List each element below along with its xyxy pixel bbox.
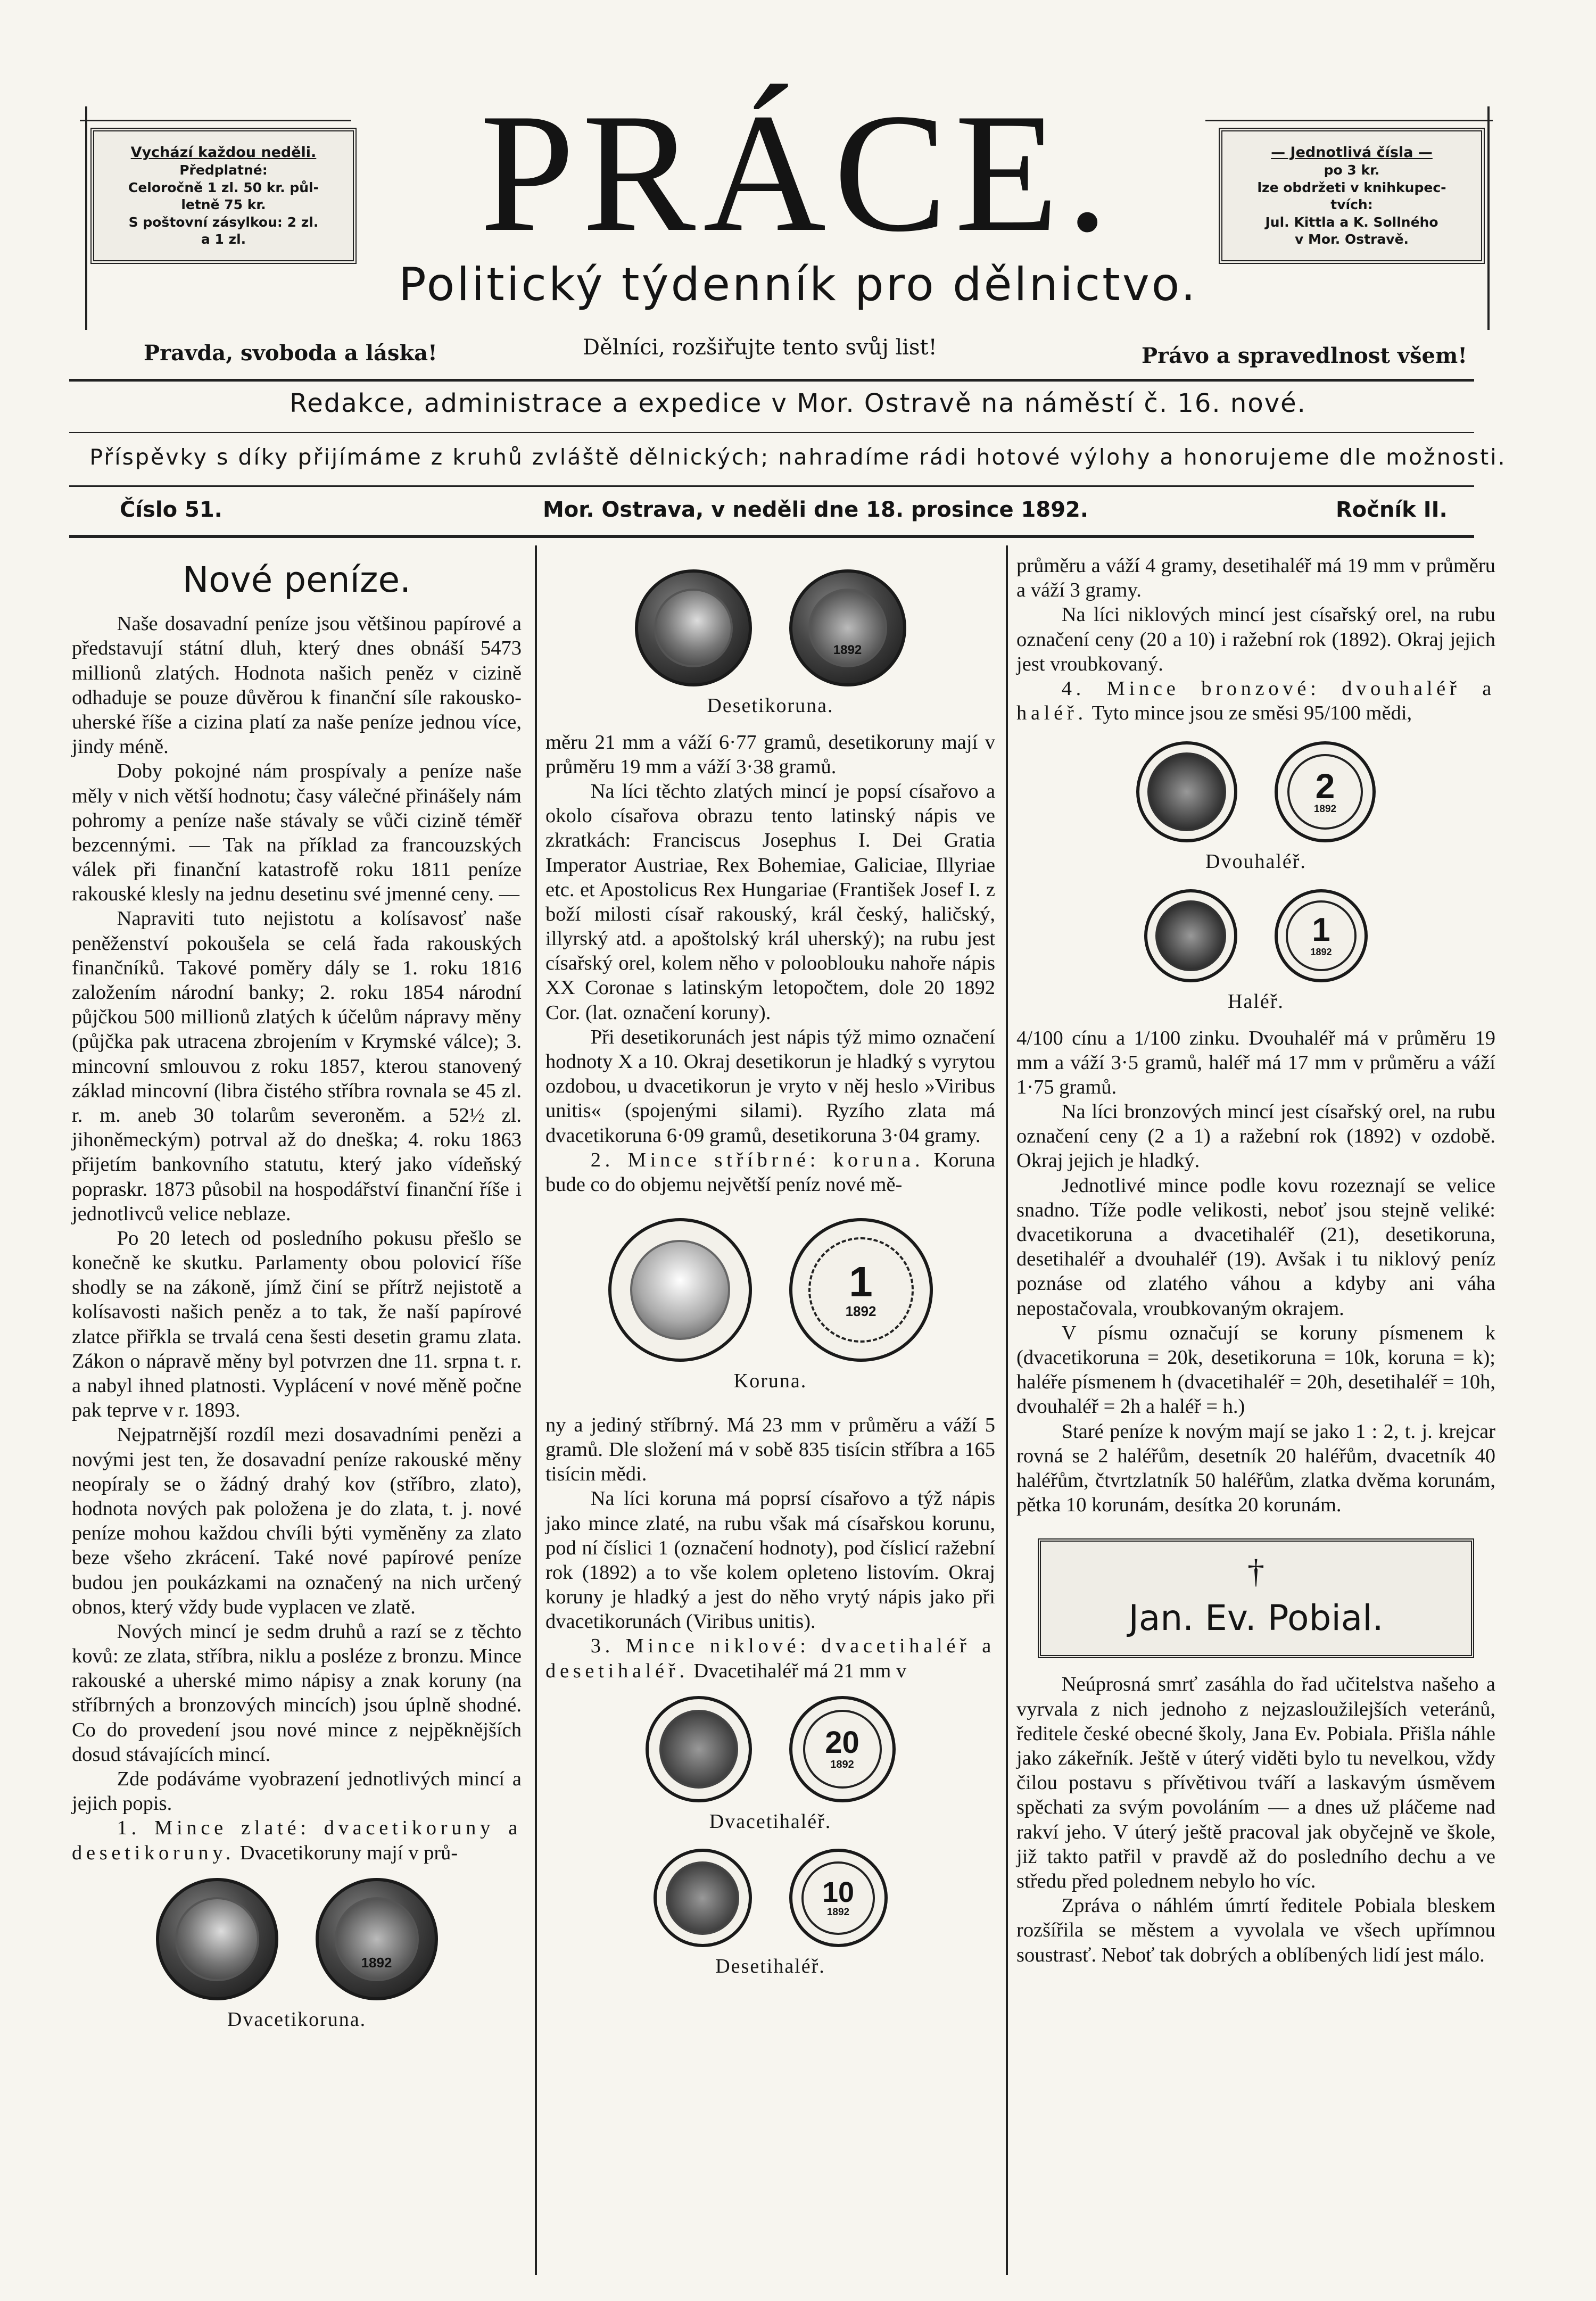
article-paragraph: průměru a váží 4 gramy, desetihaléř má 19 mm v průměru a váží 3 gramy. <box>1016 554 1495 602</box>
coin-figure-haler <box>1016 886 1495 987</box>
column-rule-1 <box>535 545 537 2275</box>
nickel-coins-lead: 3. Mince niklové: dvacetihaléř a desetihaléř. <box>545 1635 995 1682</box>
article-paragraph: Na líci těchto zlatých mincí je popsí císařovo a okolo císařova obrazu tento latinský nápis ve zkratkách: Franciscus Josephus I. Dei Gratia Imperator Austriae, Rex Bohemiae, Galiciae, Illyriae etc. et Apostolicus Rex Hungariae (František Josef I. z boží milosti císař rakouský, král český, haličský, illyrský atd. a apoštolský král uherský); na rubu jest císařský orel, kolem něho v polooblouku nahoře nápis XX Coronae s latinským letopočtem, dole 20 1892 Cor. (lat. označení koruny). <box>545 780 995 1024</box>
wreath-icon <box>1287 754 1363 830</box>
coin-figure-dvacetihaler <box>545 1683 995 1807</box>
caption-desetikoruna: Desetikoruna. <box>707 694 834 717</box>
caption-haler: Haléř. <box>1228 990 1284 1013</box>
coin-year: 1892 <box>1313 803 1337 815</box>
nickel-coin-reverse-value <box>789 1849 888 1947</box>
single-issue-line: po 3 kr. <box>1324 162 1380 178</box>
column-rule-2 <box>1006 545 1008 2275</box>
cross-icon: † <box>1247 1552 1264 1591</box>
coin-figure-desetihaler <box>545 1845 995 1951</box>
notice-rule <box>69 485 1474 487</box>
bronze-coins-lead: 4. Mince bronzové: dvouhaléř a haléř. <box>1016 677 1495 725</box>
article-column-3 <box>1016 553 1495 1967</box>
volume: Ročník II. <box>1336 498 1448 522</box>
article-paragraph <box>545 1148 995 1197</box>
gold-coin-obverse-portrait <box>635 569 752 686</box>
masthead-rule <box>69 379 1474 382</box>
eagle-icon <box>335 1897 419 1981</box>
article-paragraph: ny a jediný stříbrný. Má 23 mm v průměru a váží 5 gramů. Dle složení má v sobě 835 tisícin stříbra a 165 tisícin mědi. <box>545 1413 995 1486</box>
article-paragraph: Při desetikorunách jest nápis týž mimo označení hodnoty X a 10. Okraj desetikorun je hladký s vyrytou ozdobou, u dvacetikorun je vryto v něj heslo »Viribus unitis« (spojenými silami). Ryzího zlata má dvacetikoruna 6·09 gramů, desetikoruna 3·04 gramy. <box>545 1025 995 1147</box>
coin-value: 1 <box>849 1257 873 1305</box>
obituary-name: Jan. Ev. Pobial. <box>1128 1598 1384 1639</box>
motto-right: Právo a spravedlnost všem! <box>1142 343 1467 368</box>
coin-year: 1892 <box>833 642 862 657</box>
portrait-relief-icon <box>175 1897 259 1981</box>
wreath-icon <box>1286 900 1357 971</box>
coin-figure-koruna <box>545 1197 995 1366</box>
newspaper-title: PRÁCE. <box>479 79 1117 267</box>
newspaper-subtitle: Politický týdenník pro dělnictvo. <box>398 258 1198 311</box>
coin-year: 1892 <box>826 1906 850 1918</box>
obituary-paragraph: Neúprosná smrť zasáhla do řad učitelstva našeho a vyrvala z nich jednoho z nejzasloužilejších veteránů, ředitele české obecné školy, Jana Ev. Pobiala. Přišla náhle jako zákeřník. Ještě v úterý viděti bylo tu nevelkou, vždy čilou postavu s přívětivou tváří a laskavým úsměvem spěchati za svým povoláním — a dnes už pláčeme nad rakví jeho. V úterý ještě pracoval jak obyčejně ve škole, již takto patřil v pravdě až do posledního dechu a ve středu před polednem nebylo ho víc. <box>1016 1673 1495 1892</box>
eagle-icon <box>1147 752 1226 831</box>
subscription-line: S poštovní zásylkou: 2 zl. <box>128 214 319 230</box>
silver-coins-lead: 2. Mince stříbrné: koruna. <box>590 1148 924 1171</box>
obituary-paragraph: Zpráva o náhlém úmrtí ředitele Pobiala bleskem rozšířila se městem a vyvolala ve všech upřímnou soustrasť. Neboť tak dobrých a oblíbených lidí jest málo. <box>1016 1894 1495 1966</box>
single-issue-line: tvích: <box>1330 197 1373 213</box>
crown-wreath-icon <box>808 1237 914 1343</box>
article-paragraph: Na líci koruna má poprsí císařovo a týž nápis jako mince zlaté, na rubu však má císařskou korunu, pod ní číslici 1 (označení hodnoty), pod číslicí ražební rok (1892) a to vše kolem opleteno listovím. Okraj koruny je hladký a jest do něho vrytý nápis jako při dvacetikorunách (Viribus unitis). <box>545 1487 995 1633</box>
motto-left: Pravda, svoboda a láska! <box>144 341 437 366</box>
caption-desetihaler: Desetihaléř. <box>715 1955 825 1978</box>
caption-dvouhaler: Dvouhaléř. <box>1205 850 1306 873</box>
subscription-heading: Vychází každou neděli. <box>130 144 317 161</box>
single-issue-heading: — Jednotlivá čísla — <box>1271 144 1433 161</box>
single-issue-line: lze obdržeti v knihkupec- <box>1257 179 1446 195</box>
article-paragraph: Na líci niklových mincí jest císařský orel, na rubu označení ceny (20 a 10) i ražební rok (1892). Okraj jejich jest vroubkovaný. <box>1016 603 1495 675</box>
article-paragraph <box>545 1634 995 1683</box>
coin-value: 2 <box>1315 766 1335 806</box>
bronze-coin-obverse-eagle <box>1136 741 1237 842</box>
bronze-coin-obverse-eagle <box>1144 889 1237 982</box>
silver-coin-reverse-value <box>789 1218 933 1362</box>
article-paragraph: Napraviti tuto nejistotu a kolísavosť naše peněženství pokoušela se celá řada rakouských finančníků. Takové poměry dály se 1. roku 1816 založením národní banky; 2. roku 1854 národní půjčkou 500 millionů zlatých k účelům nápravy měny (půjčka pak utracena zbrojením v Krymské válce); 3. mincovní smlouvou z roku 1857, kterou stanovený základ mincovní (libra čistého stříbra rovnala se 45 zl. r. m. aneb 30 tolarům severoněm. a 52½ zl. jihoněmeckým) potrval až do dneška; 4. roku 1863 přijetím bankovního statutu, který jako vídeňský popraskr. 1873 působil na hospodářství finanční říše i jednotlivců velice neblaze. <box>72 907 522 1225</box>
gold-coin-obverse-portrait <box>156 1878 278 2000</box>
wreath-icon <box>801 1861 875 1935</box>
article-paragraph: Jednotlivé mince podle kovu rozeznají se velice snadno. Tíže podle velikosti, neboť jsou stejně veliké: dvacetikoruna a dvacetihaléř (21), desetikoruna, desetihaléř a dvouhaléř (19). Avšak i tu niklový peníz poznáse od zlatého váhou a kdyby ani váha nepostačovala, vroubkovaným okrajem. <box>1016 1174 1495 1320</box>
address-line: Redakce, administrace a expedice v Mor. Ostravě na náměstí č. 16. nové. <box>290 388 1306 418</box>
silver-coins-rest: Koruna bude co do objemu největší peníz nové mě- <box>545 1148 995 1196</box>
address-rule <box>69 432 1474 433</box>
single-issue-line: Jul. Kittla a K. Sollného <box>1265 214 1438 230</box>
silver-coin-obverse-portrait <box>608 1218 752 1362</box>
caption-koruna: Koruna. <box>733 1370 807 1393</box>
subscription-line: Celoročně 1 zl. 50 kr. půl- <box>128 179 319 195</box>
subscription-line: a 1 zl. <box>201 231 246 247</box>
article-paragraph: Staré peníze k novým mají se jako 1 : 2, t. j. krejcar rovná se 2 haléřům, desetník 20 haléřům, dvacetník 40 haléřům, čtvrtzlatník 50 haléřům, zlatka dvěma korunám, pětka 10 korunám, desítka 20 korunám. <box>1016 1420 1495 1517</box>
dateline-rule <box>69 535 1474 538</box>
article-paragraph: V písmu označují se koruny písmenem k (dvacetikoruna = 20k, desetikoruna = 10k, koruna = k); haléře písmenem h (dvacetihaléř = 20h, desetihaléř = 10h, dvouhaléř = 2h a haléř = h.) <box>1016 1321 1495 1418</box>
article-column-1 <box>72 553 522 2043</box>
article-paragraph: Nových mincí je sedm druhů a razí se z těchto kovů: ze zlata, stříbra, niklu a posléze z bronzu. Mince rakouské a uherské mimo nápisy a znak koruny (na stříbrných a bronzových mincích) jsou úplně shodné. Co do provedení jsou nové mince z nejpěknějších dosud stávajících mincí. <box>72 1620 522 1766</box>
gold-coin-reverse-eagle <box>789 569 906 686</box>
article-paragraph: Na líci bronzových mincí jest císařský orel, na rubu označení ceny (2 a 1) a ražební rok (1892) v ozdobě. Okraj jejich je hladký. <box>1016 1100 1495 1172</box>
bronze-coin-reverse-value <box>1275 741 1376 842</box>
eagle-icon <box>808 589 887 667</box>
portrait-relief-icon <box>630 1240 730 1340</box>
article-paragraph: Nejpatrnější rozdíl mezi dosavadními penězi a novými jest ten, že dosavadní peníze rakouské měny neopíraly se o žádný drahý kov (stříbro, zlato), hodnota nových pak položena je do zlata, t. j. nové peníze mohou každou chvíli býti vyměněny za zlato beze všeho zkrácení. Také nové papírové peníze budou jen poukázkami na označený na nich určený obnos, který vždy bude vyplacen ve zlatě. <box>72 1423 522 1618</box>
eagle-icon <box>666 1861 739 1935</box>
coin-year: 1892 <box>361 1955 392 1971</box>
article-paragraph: Naše dosavadní peníze jsou většinou papírové a představují státní dluh, který dnes obnáší 5473 millionů zlatých. Hodnota našich peněz v cizině odhaduje se pouze důvěrou k finanční síle rakousko-uherské říše a cizina platí za naše peníze jednou více, jindy méně. <box>72 613 522 758</box>
article-paragraph: Po 20 letech od posledního pokusu přešlo se konečně ke skutku. Parlamenty obou polovicí říše shodly se na zákoně, jímž činí se přítrž nejistotě a kolísavosti našich peněz a to tak, že naší papírové zlatce přiřkla se trvalá cena šesti desetin gramu zlata. Zákon o nápravě měny byl potvrzen dne 11. srpna t. r. a nabyl ihned platnosti. Vyplácení v nové měně počne pak teprve v r. 1893. <box>72 1227 522 1422</box>
caption-dvacetihaler: Dvacetihaléř. <box>709 1810 832 1833</box>
coin-year: 1892 <box>830 1758 854 1770</box>
coin-year: 1892 <box>845 1303 876 1319</box>
nickel-coins-rest: Dvacetihaléř má 21 mm v <box>688 1659 907 1682</box>
issue-number: Číslo 51. <box>120 498 222 522</box>
article-title: Nové peníze. <box>182 559 411 600</box>
bronze-coins-rest: Tyto mince jsou ze směsi 95/100 mědi, <box>1087 702 1412 725</box>
nickel-coin-obverse-eagle <box>654 1849 752 1947</box>
eagle-icon <box>1155 900 1226 971</box>
gold-coins-rest: Dvacetikoruny mají v prů- <box>235 1841 458 1864</box>
eagle-icon <box>659 1710 738 1789</box>
contributions-notice: Příspěvky s díky přijímáme z kruhů zvláště dělnických; nahradíme rádi hotové výlohy a honorujeme dle možnosti. <box>89 444 1507 470</box>
gold-coin-reverse-eagle <box>316 1878 438 2000</box>
caption-dvacetikoruna: Dvacetikoruna. <box>227 2008 367 2031</box>
coin-figure-dvacetikoruna <box>72 1865 522 2005</box>
motto-center: Dělníci, rozšiřujte tento svůj list! <box>583 335 937 360</box>
portrait-relief-icon <box>654 589 733 667</box>
gold-coins-lead: 1. Mince zlaté: dvacetikoruny a desetikoruny. <box>72 1817 522 1864</box>
wreath-icon <box>803 1710 882 1789</box>
article-paragraph <box>72 1816 522 1865</box>
article-paragraph <box>1016 676 1495 725</box>
subscription-line: Předplatné: <box>179 162 268 178</box>
article-paragraph: měru 21 mm a váží 6·77 gramů, desetikoruny mají v průměru 19 mm a váží 3·38 gramů. <box>545 731 995 778</box>
article-paragraph: Doby pokojné nám prospívaly a peníze naše měly v nich větší hodnotu; časy válečné přinášely nám pohromy a peníze naše stávaly se vůči cizině téměř bezcennými. — Tak na příklad za francouzských válek při finanční katastrofě roku 1811 peníze rakouské klesly na jednu desetinu své jmenné ceny. — <box>72 760 522 906</box>
coin-year: 1892 <box>1310 946 1332 957</box>
bronze-coin-reverse-value <box>1275 889 1368 982</box>
article-column-2 <box>545 553 995 1991</box>
nickel-coin-reverse-value <box>789 1696 896 1802</box>
obituary-box <box>1038 1538 1474 1658</box>
coin-value: 10 <box>822 1876 855 1908</box>
article-paragraph: Zde podáváme vyobrazení jednotlivých mincí a jejich popis. <box>72 1768 522 1815</box>
dateline: Mor. Ostrava, v neděli dne 18. prosince 1892. <box>543 498 1089 522</box>
article-paragraph: 4/100 cínu a 1/100 zinku. Dvouhaléř má v průměru 19 mm a váží 3·5 gramů, haléř má 17 mm v průměru a váží 1·75 gramů. <box>1016 1027 1495 1098</box>
subscription-line: letně 75 kr. <box>181 197 266 213</box>
nickel-coin-obverse-eagle <box>646 1696 752 1802</box>
coin-figure-desetikoruna <box>545 553 995 691</box>
coin-value: 20 <box>825 1725 859 1760</box>
coin-figure-dvouhaler <box>1016 725 1495 847</box>
coin-value: 1 <box>1312 911 1330 948</box>
single-issue-line: v Mor. Ostravě. <box>1294 231 1409 247</box>
